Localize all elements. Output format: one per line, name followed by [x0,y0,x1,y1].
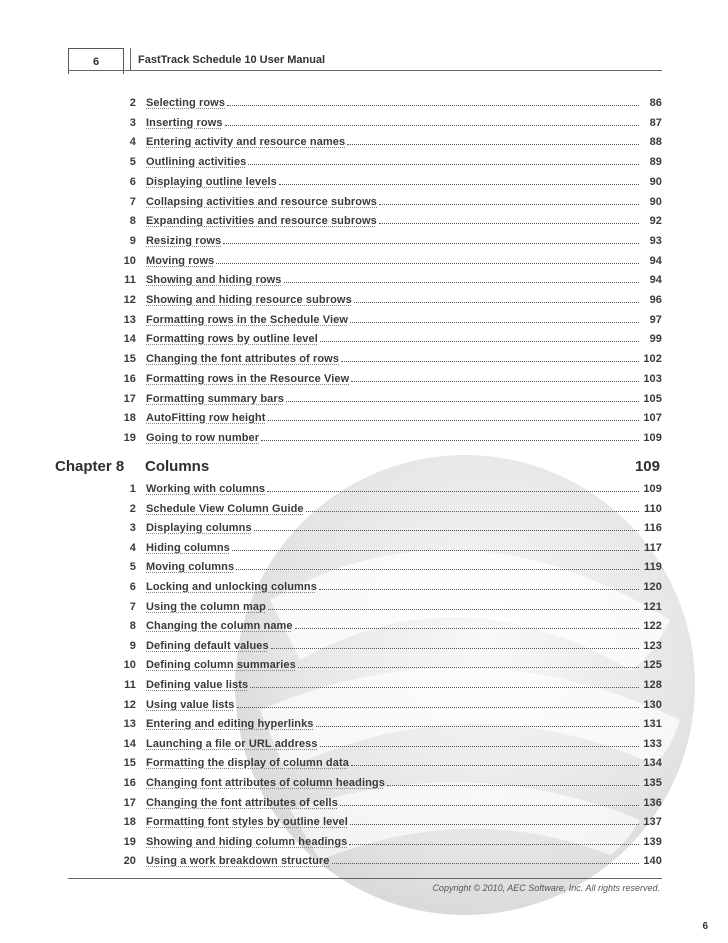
toc-entry-leader [351,764,639,766]
toc-entry-number: 10 [123,659,136,672]
toc-entry-leader [286,400,639,402]
toc-entry-page: 122 [643,620,662,633]
toc-entry-leader [284,281,639,283]
toc-entry-leader [320,745,639,747]
toc-entry-page: 140 [643,855,662,868]
toc-entry-page: 116 [643,522,662,535]
toc-entry[interactable] [108,695,662,711]
toc-entry[interactable] [108,753,662,769]
toc-entry-number: 4 [129,136,136,149]
toc-entry-leader [295,627,639,629]
toc-entry-leader [350,321,639,323]
toc-entry-title[interactable]: Defining column summaries [146,659,296,672]
toc-entry-leader [298,666,639,668]
toc-entry-title[interactable]: Moving columns [146,561,235,574]
toc-entry-title[interactable]: Selecting rows [146,97,226,109]
toc-entry-number: 9 [129,639,136,652]
toc-entry-leader [250,686,639,688]
toc-entry-number: 17 [123,796,136,809]
toc-entry-number: 6 [129,175,136,188]
chapter-heading[interactable] [55,455,660,475]
toc-entry-page: 94 [649,274,662,287]
toc-entry-leader [320,340,639,342]
toc-entry[interactable] [108,577,662,593]
toc-entry-title[interactable]: Displaying columns [146,522,252,535]
toc-entry-leader [225,124,639,126]
toc-entry[interactable] [108,832,662,848]
toc-entry[interactable] [108,812,662,828]
toc-entry-page: 131 [643,718,662,731]
toc-entry[interactable] [108,655,662,671]
toc-entry-number: 5 [129,156,136,169]
toc-entry-number: 14 [123,737,136,750]
toc-entry[interactable] [108,270,662,286]
toc-entry[interactable] [108,734,662,750]
toc-entry-title[interactable]: Hiding columns [146,541,230,554]
toc-entry-page: 121 [643,600,662,613]
toc-entry-leader [248,163,639,165]
toc-entry[interactable] [108,538,662,554]
footer-copyright: Copyright © 2010, AEC Software, Inc. All rights reserved. [432,883,660,893]
toc-entry-title[interactable]: Entering activity and resource names [146,136,346,149]
chapter-label: Chapter 8 [55,458,125,475]
toc-entry[interactable] [108,310,662,326]
toc-entry-leader [232,549,639,551]
toc-entry-page: 137 [643,816,662,829]
toc-entry-title[interactable]: Using the column map [146,600,266,613]
header-divider [130,48,131,70]
toc-entry-page: 89 [649,156,662,169]
toc-entry-leader [271,647,639,649]
toc-entry[interactable] [108,329,662,345]
toc-entry-number: 16 [123,777,136,789]
toc-entry[interactable] [108,290,662,306]
toc-entry[interactable] [108,851,662,867]
toc-entry-number: 14 [123,333,136,346]
toc-entry-title[interactable]: Formatting summary bars [146,392,285,405]
toc-entry-leader [350,823,639,825]
toc-entry-leader [227,104,639,106]
toc-entry-title[interactable]: Entering and editing hyperlinks [146,718,314,731]
toc-entry-leader [319,588,639,590]
toc-entry-leader [316,725,639,727]
toc-entry[interactable] [108,152,662,168]
toc-entry-number: 11 [124,679,136,691]
toc-entry-title[interactable]: Changing font attributes of column headings [146,777,385,789]
toc-entry[interactable] [108,211,662,227]
toc-entry-number: 19 [123,835,136,848]
toc-entry[interactable] [108,192,662,208]
toc-entry-leader [254,529,639,531]
toc-entry-number: 11 [124,274,136,287]
toc-entry-page: 117 [643,541,662,554]
chapter-title: Columns [145,458,210,475]
toc-entry-number: 7 [129,195,136,208]
toc-entry-title[interactable]: Using a work breakdown structure [146,855,330,868]
toc-entry-leader [349,843,639,845]
toc-entry-page: 109 [643,431,662,444]
toc-entry-title[interactable]: Changing the font attributes of cells [146,796,338,809]
toc-entry-leader [354,301,639,303]
toc-entry-number: 18 [123,816,136,829]
toc-entry-title[interactable]: Expanding activities and resource subrows [146,215,377,228]
toc-entry[interactable] [108,597,662,613]
toc-entry[interactable] [108,636,662,652]
toc-entry[interactable] [108,616,662,632]
footer-rule [68,878,662,879]
toc-entry-leader [237,706,639,708]
toc-entry-leader [268,608,639,610]
toc-entry-title[interactable]: Schedule View Column Guide [146,502,304,515]
toc-entry-number: 4 [129,541,136,554]
toc-entry-title[interactable]: Defining value lists [146,679,249,691]
toc-entry-number: 2 [129,97,136,109]
toc-entry-title[interactable]: Collapsing activities and resource subrows [146,195,377,208]
toc-entry-leader [341,360,639,362]
toc-entry-leader [387,784,639,786]
toc-entry-title[interactable]: Using value lists [146,698,235,711]
header-title: FastTrack Schedule 10 User Manual [138,54,326,66]
toc-entry-title[interactable]: Working with columns [146,483,266,495]
toc-entry[interactable] [108,499,662,515]
toc-entry-leader [347,143,639,145]
toc-entry-page: 87 [649,116,662,129]
toc-entry-number: 6 [129,581,136,593]
toc-entry-number: 17 [123,392,136,405]
toc-entry[interactable] [108,369,662,385]
toc-entry-page: 128 [643,679,662,691]
toc-entry[interactable] [108,408,662,424]
toc-entry-page: 139 [643,835,662,848]
toc-entry-title[interactable]: Formatting the display of column data [146,757,349,770]
toc-entry[interactable] [108,518,662,534]
toc-entry[interactable] [108,251,662,267]
toc-entry-number: 16 [123,372,136,385]
toc-entry-leader [379,222,639,224]
toc-entry-leader [351,380,639,382]
toc-entry-page: 135 [643,777,662,789]
toc-entry-leader [379,203,639,205]
toc-entry-page: 92 [649,215,662,228]
toc-entry-number: 18 [123,412,136,425]
toc-entry[interactable] [108,132,662,148]
toc-entry-number: 8 [129,215,136,228]
toc-entry-number: 5 [129,561,136,574]
toc-entry-number: 3 [129,522,136,535]
toc-entry-page: 134 [643,757,662,770]
toc-entry-number: 12 [123,294,136,306]
toc-entry-page: 107 [643,412,662,425]
toc-entry-title[interactable]: Inserting rows [146,116,223,129]
toc-entry-page: 88 [649,136,662,149]
toc-entry-page: 90 [649,195,662,208]
toc-entry-title[interactable]: Formatting rows by outline level [146,333,318,346]
toc-entry-leader [306,510,639,512]
toc-entry-number: 12 [123,698,136,711]
toc-entry[interactable] [108,93,662,109]
toc-entry-page: 130 [643,698,662,711]
toc-entry-number: 2 [129,502,136,515]
toc-entry-page: 133 [643,737,662,750]
toc-entry-leader [223,242,639,244]
toc-entry-page: 109 [643,483,662,495]
toc-entry-leader [236,568,639,570]
toc-entry-number: 13 [123,718,136,731]
toc-entry[interactable] [108,389,662,405]
footer-page-number: 6 [702,921,708,932]
header-page-number: 6 [68,48,124,74]
toc-entry-page: 103 [643,372,662,385]
toc-entry-leader [267,490,639,492]
toc-entry-title[interactable]: Outlining activities [146,156,247,169]
toc-entry-page: 97 [649,313,662,326]
toc-entry[interactable] [108,773,662,789]
toc-entry-number: 15 [123,353,136,366]
toc-entry-leader [268,419,639,421]
toc-entry-page: 96 [649,294,662,306]
toc-entry-page: 136 [643,796,662,809]
chapter-page: 109 [634,458,660,475]
toc-entry-title[interactable]: Formatting rows in the Schedule View [146,313,349,326]
toc-entry-number: 13 [123,313,136,326]
toc-entry-number: 20 [123,855,136,868]
toc-entry-page: 94 [649,254,662,267]
toc-entry-number: 3 [129,116,136,129]
toc-entry-leader [340,804,639,806]
toc-entry-title[interactable]: Showing and hiding column headings [146,835,348,848]
toc-entry-title[interactable]: Formatting rows in the Resource View [146,372,350,385]
toc-entry-page: 120 [643,581,662,593]
toc-entry[interactable] [108,113,662,129]
toc-entry[interactable] [108,557,662,573]
toc-entry-title[interactable]: Locking and unlocking columns [146,581,317,593]
toc-entry-page: 99 [649,333,662,346]
toc-entry-leader [279,183,639,185]
toc-entry[interactable] [108,714,662,730]
toc-entry-number: 19 [123,431,136,444]
toc-entry-number: 10 [123,254,136,267]
toc-entry-page: 123 [643,639,662,652]
toc-entry-leader [332,862,639,864]
toc-entry-page: 90 [649,175,662,188]
toc-entry-page: 102 [643,353,662,366]
toc-entry[interactable] [108,479,662,495]
toc-entry[interactable] [108,428,662,444]
toc-entry-leader [216,262,639,264]
toc-entry[interactable] [108,231,662,247]
toc-entry-title[interactable]: Defining default values [146,639,269,652]
toc-entry-title[interactable]: Resizing rows [146,234,222,247]
toc-entry-title[interactable]: Going to row number [146,431,260,444]
toc-entry-title[interactable]: Showing and hiding resource subrows [146,294,352,306]
toc-entry-title[interactable]: Moving rows [146,254,215,267]
toc-entry-page: 119 [643,561,662,574]
toc-entry-leader [261,439,639,441]
toc-entry-title[interactable]: Changing the font attributes of rows [146,353,340,366]
toc-entry-title[interactable]: Displaying outline levels [146,175,277,188]
toc-entry-page: 105 [643,392,662,405]
toc-entry-title[interactable]: Showing and hiding rows [146,274,282,287]
toc-entry-title[interactable]: Formatting font styles by outline level [146,816,348,829]
toc-entry[interactable] [108,675,662,691]
toc-entry-number: 1 [129,483,136,495]
toc-entry[interactable] [108,349,662,365]
toc-entry-title[interactable]: Changing the column name [146,620,293,633]
toc-entry-page: 93 [649,234,662,247]
toc-entry[interactable] [108,793,662,809]
toc-entry-page: 86 [649,97,662,109]
toc-entry-number: 9 [129,234,136,247]
toc-entry-number: 7 [129,600,136,613]
toc-entry-page: 125 [643,659,662,672]
toc-entry-page: 110 [643,502,662,515]
toc-entry-title[interactable]: Launching a file or URL address [146,737,318,750]
toc-entry-number: 8 [129,620,136,633]
toc-entry-title[interactable]: AutoFitting row height [146,412,266,425]
toc-entry[interactable] [108,172,662,188]
header-rule [68,70,662,71]
toc-entry-number: 15 [123,757,136,770]
